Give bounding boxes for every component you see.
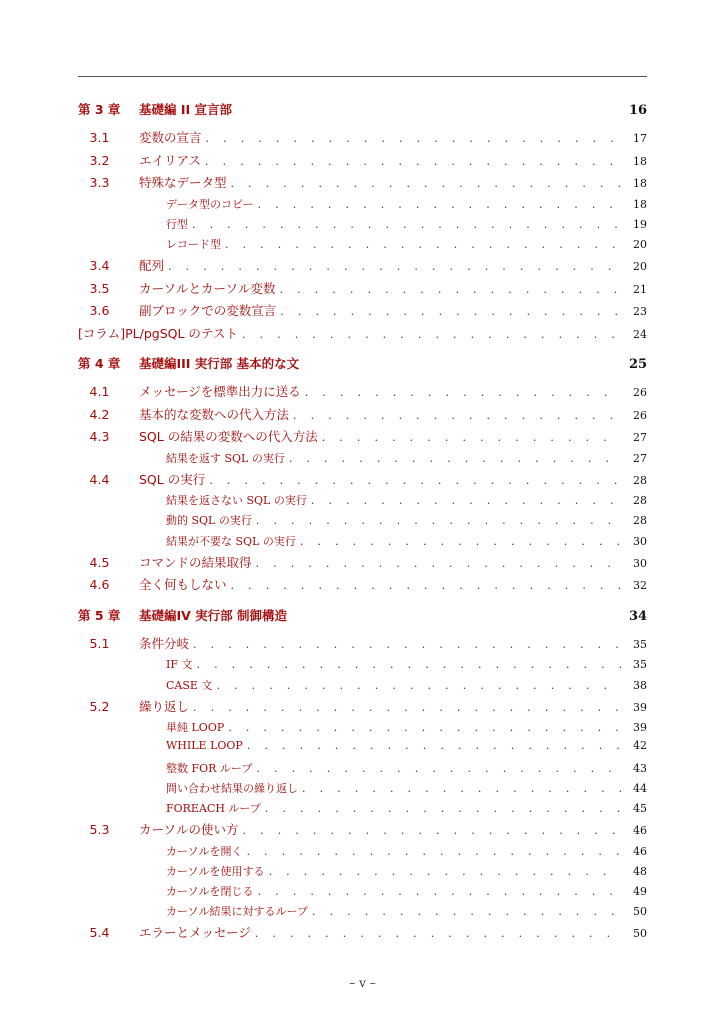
subsection-entry[interactable]	[78, 903, 647, 923]
subsection-entry[interactable]	[78, 843, 647, 863]
chapter-label: 第 4 章	[78, 356, 121, 372]
subsection-title: カーソルを閉じる	[166, 885, 254, 898]
section-number: 3.5	[89, 280, 110, 296]
entry-page: 27	[633, 431, 647, 445]
subsection-title: CASE 文	[166, 678, 213, 692]
section-number: 5.1	[89, 635, 110, 651]
dot-leader	[311, 494, 621, 507]
subsection-entry[interactable]	[78, 863, 647, 883]
section-number: 4.4	[89, 471, 110, 487]
dot-leader	[312, 905, 621, 918]
subsection-title: WHILE LOOP	[166, 739, 243, 753]
dot-leader	[256, 514, 621, 527]
dot-leader	[322, 431, 621, 444]
section-entry[interactable]	[78, 575, 647, 598]
section-number: 3.6	[89, 303, 110, 319]
section-number: 5.3	[89, 822, 110, 838]
subsection-entry[interactable]	[78, 719, 647, 739]
dot-leader	[256, 762, 621, 775]
subsection-entry[interactable]	[78, 492, 647, 512]
subsection-entry[interactable]	[78, 800, 647, 820]
entry-page: 45	[633, 801, 647, 815]
section-entry[interactable]	[78, 128, 647, 151]
entry-page: 44	[633, 781, 647, 795]
subsection-title: レコード型	[166, 237, 221, 251]
section-entry[interactable]	[78, 820, 647, 843]
dot-leader	[265, 802, 621, 815]
entry-page: 38	[633, 678, 647, 692]
dot-leader	[247, 845, 621, 858]
entry-page: 18	[633, 177, 647, 190]
section-number: 3.2	[89, 152, 110, 168]
entry-page: 50	[633, 905, 647, 919]
dot-leader	[255, 927, 621, 940]
section-entry[interactable]	[78, 173, 647, 196]
chapter-label: 第 5 章	[78, 607, 121, 623]
chapter-title: 基礎編 II 宣言部	[139, 102, 233, 117]
section-title: SQL の結果の変数への代入方法	[139, 429, 318, 445]
section-entry[interactable]	[78, 256, 647, 279]
entry-page: 30	[633, 534, 647, 548]
section-title: 配列	[139, 258, 165, 274]
chapter-label: 第 3 章	[78, 102, 121, 117]
chapter-heading[interactable]	[78, 354, 647, 382]
dot-leader	[168, 260, 621, 273]
table-of-contents	[78, 100, 647, 946]
entry-page: 42	[633, 739, 647, 753]
dot-leader	[192, 218, 621, 231]
section-title: カーソルとカーソル変数	[139, 280, 276, 296]
section-entry[interactable]	[78, 697, 647, 720]
subsection-entry[interactable]	[78, 533, 647, 553]
entry-page: 26	[633, 408, 647, 422]
dot-leader	[206, 132, 621, 145]
section-title: 特殊なデータ型	[139, 175, 227, 190]
dot-leader	[280, 283, 621, 296]
section-number: 4.2	[89, 406, 110, 422]
subsection-entry[interactable]	[78, 216, 647, 236]
dot-leader	[243, 824, 621, 837]
entry-page: 43	[633, 761, 647, 775]
section-number: 4.3	[89, 429, 110, 445]
entry-page: 35	[633, 637, 647, 651]
section-title: 条件分岐	[139, 635, 190, 651]
subsection-title: 結果が不要な SQL の実行	[166, 534, 296, 548]
chapter-page: 34	[629, 608, 648, 624]
section-entry[interactable]	[78, 553, 647, 576]
subsection-entry[interactable]	[78, 450, 647, 470]
dot-leader	[247, 739, 621, 752]
subsection-title: IF 文	[166, 658, 193, 672]
entry-page: 19	[633, 217, 647, 231]
dot-leader	[193, 638, 621, 651]
subsection-title: カーソルを開く	[166, 844, 243, 858]
section-title: 副ブロックでの変数宣言	[139, 303, 277, 319]
subsection-entry[interactable]	[78, 883, 647, 903]
dot-leader	[225, 238, 621, 251]
entry-page: 23	[633, 305, 647, 319]
dot-leader	[280, 305, 621, 318]
section-entry[interactable]	[78, 324, 647, 347]
section-number: 3.3	[89, 175, 110, 190]
entry-page: 28	[633, 494, 647, 508]
subsection-title: 結果を返さない SQL の実行	[166, 494, 307, 508]
entry-page: 18	[633, 154, 647, 168]
dot-leader	[289, 452, 621, 465]
section-title: メッセージを標準出力に送る	[139, 384, 301, 400]
section-title: 繰り返し	[139, 698, 190, 714]
dot-leader	[258, 198, 621, 211]
entry-page: 26	[633, 386, 647, 400]
section-title: カーソルの使い方	[139, 822, 239, 838]
entry-page: 30	[633, 556, 647, 570]
entry-page: 32	[633, 579, 647, 593]
section-title: 変数の宣言	[139, 130, 202, 145]
chapter-page: 16	[629, 103, 648, 118]
dot-leader	[231, 177, 621, 190]
section-entry[interactable]	[78, 301, 647, 324]
dot-leader	[293, 409, 621, 422]
section-number: 3.4	[89, 258, 110, 274]
entry-page: 28	[633, 473, 647, 487]
subsection-entry[interactable]	[78, 656, 647, 676]
entry-page: 28	[633, 514, 647, 528]
dot-leader	[216, 679, 621, 692]
chapter-page: 25	[629, 357, 648, 373]
section-number: 4.6	[89, 577, 110, 593]
entry-page: 27	[633, 451, 647, 465]
section-title: コマンドの結果取得	[139, 554, 252, 570]
subsection-entry[interactable]	[78, 236, 647, 256]
section-number: 5.4	[89, 925, 110, 941]
entry-page: 35	[633, 658, 647, 672]
section-number: 4.1	[89, 384, 110, 400]
entry-page: 50	[633, 927, 647, 941]
dot-leader	[242, 328, 621, 341]
entry-page: 46	[633, 824, 647, 838]
subsection-entry[interactable]	[78, 196, 647, 216]
section-number: 5.2	[89, 698, 110, 714]
dot-leader	[269, 865, 621, 878]
section-entry[interactable]	[78, 427, 647, 450]
entry-page: 49	[633, 885, 647, 898]
entry-page: 18	[633, 197, 647, 211]
subsection-entry[interactable]	[78, 677, 647, 697]
section-title: エイリアス	[139, 152, 202, 168]
subsection-title: 単純 LOOP	[166, 721, 225, 735]
section-title: 全く何もしない	[139, 577, 227, 593]
subsection-title: 整数 FOR ループ	[166, 761, 253, 775]
section-number: 4.5	[89, 554, 110, 570]
dot-leader	[231, 579, 621, 592]
dot-leader	[302, 782, 621, 795]
section-title: SQL の実行	[139, 471, 206, 487]
subsection-title: FOREACH ループ	[166, 801, 261, 815]
section-entry[interactable]	[78, 151, 647, 174]
dot-leader	[258, 885, 621, 898]
entry-page: 20	[633, 237, 647, 251]
header-rule	[78, 76, 647, 77]
subsection-title: 問い合わせ結果の繰り返し	[166, 781, 298, 795]
subsection-title: 行型	[166, 217, 188, 231]
section-title: [コラム]PL/pgSQL のテスト	[78, 325, 238, 341]
subsection-title: カーソル結果に対するループ	[166, 905, 309, 919]
entry-page: 39	[633, 700, 647, 714]
section-entry[interactable]	[78, 923, 647, 946]
subsection-title: カーソルを使用する	[166, 864, 265, 878]
section-entry[interactable]	[78, 382, 647, 405]
section-entry[interactable]	[78, 634, 647, 657]
dot-leader	[205, 155, 621, 168]
entry-page: 39	[633, 721, 647, 735]
section-entry[interactable]	[78, 405, 647, 428]
entry-page: 21	[633, 282, 647, 296]
page-number-footer: – v –	[349, 976, 376, 990]
dot-leader	[305, 386, 621, 399]
subsection-entry[interactable]	[78, 512, 647, 532]
chapter-title: 基礎編III 実行部 基本的な文	[139, 356, 300, 372]
section-entry[interactable]	[78, 279, 647, 302]
entry-page: 17	[633, 132, 647, 145]
subsection-entry[interactable]	[78, 739, 647, 759]
dot-leader	[196, 658, 621, 671]
section-title: エラーとメッセージ	[139, 925, 251, 941]
dot-leader	[228, 721, 621, 734]
chapter-heading[interactable]	[78, 606, 647, 634]
dot-leader	[300, 535, 621, 548]
subsection-entry[interactable]	[78, 780, 647, 800]
dot-leader	[193, 701, 621, 714]
subsection-title: データ型のコピー	[166, 197, 254, 211]
chapter-title: 基礎編IV 実行部 制御構造	[139, 607, 288, 623]
chapter-heading[interactable]	[78, 100, 647, 128]
subsection-title: 結果を返す SQL の実行	[166, 451, 285, 465]
section-entry[interactable]	[78, 470, 647, 493]
dot-leader	[256, 557, 621, 570]
subsection-title: 動的 SQL の実行	[166, 514, 252, 528]
section-title: 基本的な変数への代入方法	[139, 406, 290, 422]
subsection-entry[interactable]	[78, 760, 647, 780]
entry-page: 24	[633, 327, 647, 341]
entry-page: 46	[633, 844, 647, 858]
section-number: 3.1	[89, 130, 110, 145]
dot-leader	[209, 474, 621, 487]
entry-page: 20	[633, 260, 647, 274]
entry-page: 48	[633, 864, 647, 878]
